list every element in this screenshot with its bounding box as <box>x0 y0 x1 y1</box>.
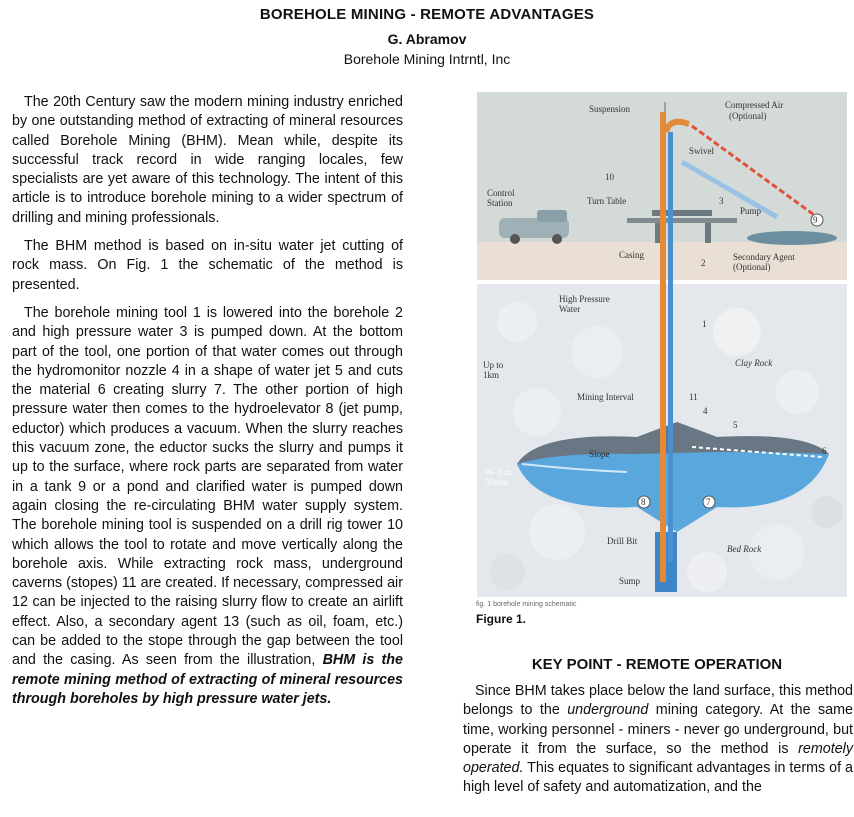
label-slope: Slope <box>589 449 610 459</box>
figure-borehole-schematic <box>477 92 847 597</box>
remote-text-2: mining category. At the same time, working personnel - miners - never go underground, but operate it from the surface, so the method is <box>463 702 853 757</box>
paragraph-method: The BHM method is based on in-situ water jet cutting of rock mass. On Fig. 1 the schematic of the method is presented. <box>12 238 403 293</box>
paragraph-tool-emphasis: BHM is the remote mining method of extracting of mineral resources through boreholes by high pressure water jets. <box>12 652 403 707</box>
label-turn-table: Turn Table <box>587 196 627 206</box>
label-drill-bit: Drill Bit <box>607 536 638 546</box>
label-3: 3 <box>719 196 724 206</box>
label-8: 8 <box>641 497 646 507</box>
label-1: 1 <box>702 319 707 329</box>
figure-small-caption: fig. 1 borehole mining schematic <box>476 601 577 608</box>
label-11: 11 <box>689 392 698 402</box>
label-secondary-agent: Secondary Agent <box>733 252 795 262</box>
label-mining-interval: Mining Interval <box>577 392 634 402</box>
label-optional-2: (Optional) <box>733 262 771 272</box>
label-2: 2 <box>701 258 706 268</box>
author-affiliation: Borehole Mining Intrntl, Inc <box>343 51 511 67</box>
label-9: 9 <box>813 215 818 225</box>
label-casing: Casing <box>619 250 645 260</box>
label-station: Station <box>487 198 513 208</box>
label-compressed-air: Compressed Air <box>725 100 784 110</box>
pond <box>747 231 837 245</box>
pipe-slurry <box>660 112 666 582</box>
label-sump: Sump <box>619 576 641 586</box>
label-swivel: Swivel <box>689 146 715 156</box>
label-high-pressure: High Pressure <box>559 294 610 304</box>
remote-text-1: Since BHM takes place below the land surface, this method belongs to the <box>463 683 853 719</box>
paragraph-tool-text: The borehole mining tool 1 is lowered into the borehole 2 and high pressure water 3 is pumped down. At the bottom part of the tool, one portion of that water comes out through the hydromonitor nozzle 4 in a shape of water jet 5 and cuts the material 6 creating slurry 7. The other portion of high pressure water then comes to the hydroelevator 8 (jet pump, eductor) which produces a vacuum. When the slurry reaches this vacuum zone, the eductor sucks the slurry and pumps it up to the surface, where rock parts are separated from water in a tank 9 or a pond and clarified water is pumped down again closing the re-circulating BHM water supply system. The borehole mining tool is suspended on a drill rig tower 10 which allows the tool to rotate and move vertically along the borehole axis. While extracting rock mass, underground caverns (stopes) 11 are created. If necessary, compressed air 12 can be injected to the raising slurry flow to create an airlift effect. Also, a secondary agent 13 (such as oil, foam, etc.) can be added to the stope through the gap between the tool and the casing. As seen from the illustration, <box>12 304 403 669</box>
label-optional-1: (Optional) <box>729 111 767 121</box>
section-heading: KEY POINT - REMOTE OPERATION <box>531 656 783 673</box>
label-bed-rock: Bed Rock <box>727 544 762 554</box>
left-column <box>12 93 403 718</box>
label-water: Water <box>559 304 581 314</box>
right-column <box>463 682 853 798</box>
remote-emphasis-1: underground <box>567 702 649 719</box>
label-control: Control <box>487 188 515 198</box>
paragraph-remote <box>463 682 853 798</box>
label-10: 10 <box>605 172 614 182</box>
label-width-2: 35mm <box>485 477 509 487</box>
label-5: 5 <box>733 420 738 430</box>
author-name: G. Abramov <box>387 31 467 47</box>
article-title: BOREHOLE MINING - REMOTE ADVANTAGES <box>259 6 595 23</box>
figure-caption: Figure 1. <box>476 612 527 626</box>
paragraph-intro: The 20th Century saw the modern mining industry enriched by one outstanding method of extracting of mineral resources called Borehole Mining (BHM). Mean while, despite its successful track record in wide ranging locales, few specialists are yet aware of this technology. The intent of this article is to introduce borehole mining to a wider spectrum of drilling and mining professionals. <box>12 94 403 226</box>
label-7: 7 <box>706 497 711 507</box>
label-width-1: W- 5 m <box>485 467 512 477</box>
label-pump: Pump <box>740 206 762 216</box>
label-up-to-depth: 1km <box>483 370 500 380</box>
label-up-to: Up to <box>483 360 504 370</box>
label-suspension: Suspension <box>589 104 631 114</box>
label-clay-rock: Clay Rock <box>735 358 773 368</box>
paragraph-tool <box>12 304 403 709</box>
remote-emphasis-2: remotely operated. <box>463 740 853 777</box>
remote-text-3: This equates to significant advantages in terms of a high level of safety and automatization, and the <box>463 760 853 796</box>
pipe-water <box>668 132 673 562</box>
label-4: 4 <box>703 406 708 416</box>
label-6: 6 <box>822 446 827 456</box>
